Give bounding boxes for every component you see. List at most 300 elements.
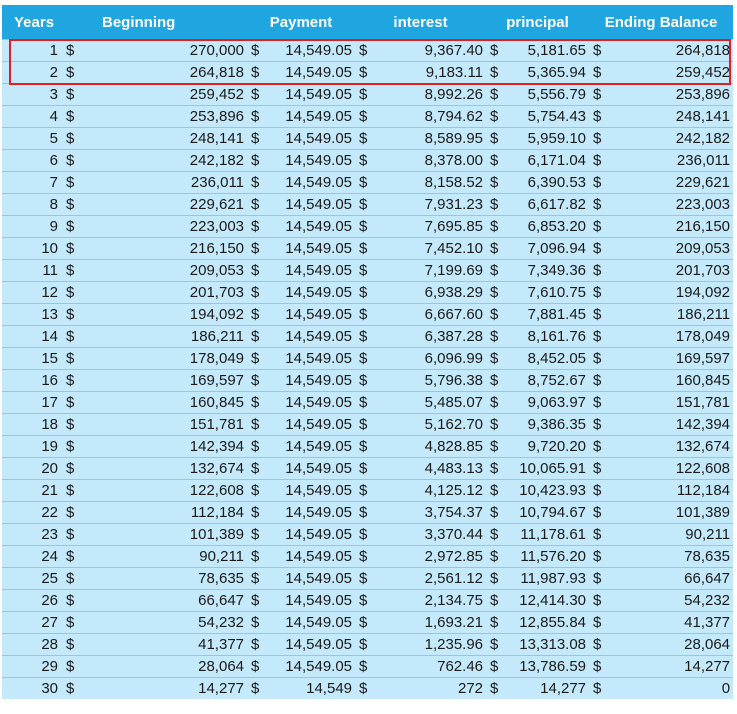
cell-principal[interactable]: 9,720.20 <box>506 436 589 458</box>
cell-year[interactable]: 2 <box>2 62 62 84</box>
cell-beginning[interactable]: 270,000 <box>82 40 247 62</box>
cell-currency[interactable]: $ <box>355 590 375 612</box>
cell-currency[interactable]: $ <box>62 392 82 414</box>
cell-currency[interactable]: $ <box>486 304 506 326</box>
cell-principal[interactable]: 9,386.35 <box>506 414 589 436</box>
cell-currency[interactable]: $ <box>486 634 506 656</box>
cell-principal[interactable]: 5,556.79 <box>506 84 589 106</box>
cell-currency[interactable]: $ <box>589 348 609 370</box>
cell-currency[interactable]: $ <box>486 524 506 546</box>
cell-currency[interactable]: $ <box>355 634 375 656</box>
cell-ending-balance[interactable]: 216,150 <box>609 216 733 238</box>
cell-interest[interactable]: 3,370.44 <box>375 524 486 546</box>
cell-year[interactable]: 27 <box>2 612 62 634</box>
cell-year[interactable]: 1 <box>2 40 62 62</box>
cell-ending-balance[interactable]: 90,211 <box>609 524 733 546</box>
cell-currency[interactable]: $ <box>247 502 267 524</box>
cell-currency[interactable]: $ <box>486 480 506 502</box>
cell-currency[interactable]: $ <box>62 194 82 216</box>
cell-currency[interactable]: $ <box>355 436 375 458</box>
cell-year[interactable]: 24 <box>2 546 62 568</box>
cell-payment[interactable]: 14,549.05 <box>267 414 355 436</box>
cell-year[interactable]: 14 <box>2 326 62 348</box>
cell-currency[interactable]: $ <box>486 84 506 106</box>
cell-ending-balance[interactable]: 194,092 <box>609 282 733 304</box>
cell-beginning[interactable]: 54,232 <box>82 612 247 634</box>
cell-currency[interactable]: $ <box>486 458 506 480</box>
cell-currency[interactable]: $ <box>486 194 506 216</box>
cell-currency[interactable]: $ <box>62 150 82 172</box>
cell-beginning[interactable]: 186,211 <box>82 326 247 348</box>
cell-payment[interactable]: 14,549.05 <box>267 194 355 216</box>
cell-currency[interactable]: $ <box>247 128 267 150</box>
cell-ending-balance[interactable]: 132,674 <box>609 436 733 458</box>
cell-ending-balance[interactable]: 169,597 <box>609 348 733 370</box>
cell-beginning[interactable]: 28,064 <box>82 656 247 678</box>
cell-currency[interactable]: $ <box>247 634 267 656</box>
cell-currency[interactable]: $ <box>355 304 375 326</box>
cell-interest[interactable]: 4,483.13 <box>375 458 486 480</box>
cell-year[interactable]: 29 <box>2 656 62 678</box>
cell-year[interactable]: 25 <box>2 568 62 590</box>
cell-currency[interactable]: $ <box>355 128 375 150</box>
cell-payment[interactable]: 14,549.05 <box>267 392 355 414</box>
cell-interest[interactable]: 6,938.29 <box>375 282 486 304</box>
cell-currency[interactable]: $ <box>247 238 267 260</box>
cell-principal[interactable]: 12,855.84 <box>506 612 589 634</box>
cell-currency[interactable]: $ <box>486 656 506 678</box>
cell-beginning[interactable]: 178,049 <box>82 348 247 370</box>
cell-currency[interactable]: $ <box>486 590 506 612</box>
cell-currency[interactable]: $ <box>486 414 506 436</box>
cell-currency[interactable]: $ <box>486 40 506 62</box>
cell-interest[interactable]: 8,589.95 <box>375 128 486 150</box>
cell-currency[interactable]: $ <box>589 524 609 546</box>
cell-principal[interactable]: 8,752.67 <box>506 370 589 392</box>
cell-currency[interactable]: $ <box>589 326 609 348</box>
cell-beginning[interactable]: 78,635 <box>82 568 247 590</box>
cell-currency[interactable]: $ <box>486 546 506 568</box>
cell-currency[interactable]: $ <box>589 392 609 414</box>
cell-currency[interactable]: $ <box>62 282 82 304</box>
cell-currency[interactable]: $ <box>589 260 609 282</box>
cell-principal[interactable]: 8,452.05 <box>506 348 589 370</box>
cell-currency[interactable]: $ <box>247 612 267 634</box>
cell-interest[interactable]: 6,387.28 <box>375 326 486 348</box>
cell-currency[interactable]: $ <box>247 84 267 106</box>
cell-currency[interactable]: $ <box>355 106 375 128</box>
cell-currency[interactable]: $ <box>247 40 267 62</box>
cell-currency[interactable]: $ <box>355 612 375 634</box>
cell-currency[interactable]: $ <box>589 612 609 634</box>
cell-beginning[interactable]: 132,674 <box>82 458 247 480</box>
cell-principal[interactable]: 7,349.36 <box>506 260 589 282</box>
cell-interest[interactable]: 8,158.52 <box>375 172 486 194</box>
cell-currency[interactable]: $ <box>247 458 267 480</box>
header-principal[interactable]: principal <box>486 5 589 40</box>
cell-currency[interactable]: $ <box>62 106 82 128</box>
cell-currency[interactable]: $ <box>486 260 506 282</box>
cell-currency[interactable]: $ <box>589 458 609 480</box>
cell-principal[interactable]: 10,794.67 <box>506 502 589 524</box>
cell-currency[interactable]: $ <box>247 524 267 546</box>
cell-payment[interactable]: 14,549.05 <box>267 260 355 282</box>
cell-ending-balance[interactable]: 223,003 <box>609 194 733 216</box>
cell-currency[interactable]: $ <box>247 150 267 172</box>
cell-payment[interactable]: 14,549.05 <box>267 84 355 106</box>
cell-currency[interactable]: $ <box>355 260 375 282</box>
cell-beginning[interactable]: 160,845 <box>82 392 247 414</box>
cell-currency[interactable]: $ <box>355 282 375 304</box>
cell-currency[interactable]: $ <box>62 216 82 238</box>
cell-currency[interactable]: $ <box>62 40 82 62</box>
header-payment[interactable]: Payment <box>247 5 355 40</box>
cell-currency[interactable]: $ <box>355 326 375 348</box>
cell-beginning[interactable]: 216,150 <box>82 238 247 260</box>
cell-currency[interactable]: $ <box>62 524 82 546</box>
cell-beginning[interactable]: 142,394 <box>82 436 247 458</box>
cell-currency[interactable]: $ <box>247 260 267 282</box>
cell-year[interactable]: 12 <box>2 282 62 304</box>
cell-currency[interactable]: $ <box>355 348 375 370</box>
cell-interest[interactable]: 9,183.11 <box>375 62 486 84</box>
cell-currency[interactable]: $ <box>589 238 609 260</box>
cell-principal[interactable]: 13,313.08 <box>506 634 589 656</box>
cell-currency[interactable]: $ <box>486 106 506 128</box>
cell-beginning[interactable]: 264,818 <box>82 62 247 84</box>
cell-beginning[interactable]: 122,608 <box>82 480 247 502</box>
cell-currency[interactable]: $ <box>62 414 82 436</box>
cell-currency[interactable]: $ <box>355 480 375 502</box>
cell-interest[interactable]: 2,134.75 <box>375 590 486 612</box>
cell-beginning[interactable]: 194,092 <box>82 304 247 326</box>
cell-year[interactable]: 26 <box>2 590 62 612</box>
cell-currency[interactable]: $ <box>247 282 267 304</box>
cell-currency[interactable]: $ <box>355 172 375 194</box>
cell-currency[interactable]: $ <box>62 238 82 260</box>
cell-currency[interactable]: $ <box>589 84 609 106</box>
header-beginning[interactable]: Beginning <box>62 5 247 40</box>
cell-payment[interactable]: 14,549.05 <box>267 656 355 678</box>
cell-interest[interactable]: 7,931.23 <box>375 194 486 216</box>
cell-principal[interactable]: 5,365.94 <box>506 62 589 84</box>
cell-currency[interactable]: $ <box>247 392 267 414</box>
cell-currency[interactable]: $ <box>589 678 609 700</box>
cell-ending-balance[interactable]: 151,781 <box>609 392 733 414</box>
cell-interest[interactable]: 1,693.21 <box>375 612 486 634</box>
cell-interest[interactable]: 1,235.96 <box>375 634 486 656</box>
cell-currency[interactable]: $ <box>247 172 267 194</box>
cell-interest[interactable]: 4,125.12 <box>375 480 486 502</box>
cell-interest[interactable]: 4,828.85 <box>375 436 486 458</box>
cell-interest[interactable]: 6,667.60 <box>375 304 486 326</box>
cell-currency[interactable]: $ <box>247 436 267 458</box>
cell-ending-balance[interactable]: 54,232 <box>609 590 733 612</box>
cell-currency[interactable]: $ <box>355 370 375 392</box>
cell-year[interactable]: 18 <box>2 414 62 436</box>
cell-year[interactable]: 23 <box>2 524 62 546</box>
cell-ending-balance[interactable]: 160,845 <box>609 370 733 392</box>
cell-currency[interactable]: $ <box>62 128 82 150</box>
cell-year[interactable]: 5 <box>2 128 62 150</box>
cell-ending-balance[interactable]: 122,608 <box>609 458 733 480</box>
cell-interest[interactable]: 6,096.99 <box>375 348 486 370</box>
cell-currency[interactable]: $ <box>247 62 267 84</box>
cell-currency[interactable]: $ <box>62 348 82 370</box>
cell-currency[interactable]: $ <box>62 590 82 612</box>
cell-ending-balance[interactable]: 248,141 <box>609 106 733 128</box>
cell-currency[interactable]: $ <box>62 546 82 568</box>
cell-payment[interactable]: 14,549.05 <box>267 436 355 458</box>
cell-beginning[interactable]: 248,141 <box>82 128 247 150</box>
cell-year[interactable]: 13 <box>2 304 62 326</box>
cell-currency[interactable]: $ <box>355 458 375 480</box>
cell-currency[interactable]: $ <box>247 568 267 590</box>
cell-payment[interactable]: 14,549.05 <box>267 150 355 172</box>
cell-year[interactable]: 4 <box>2 106 62 128</box>
cell-payment[interactable]: 14,549.05 <box>267 238 355 260</box>
cell-ending-balance[interactable]: 0 <box>609 678 733 700</box>
cell-interest[interactable]: 8,378.00 <box>375 150 486 172</box>
cell-currency[interactable]: $ <box>62 62 82 84</box>
cell-currency[interactable]: $ <box>589 106 609 128</box>
cell-ending-balance[interactable]: 186,211 <box>609 304 733 326</box>
cell-currency[interactable]: $ <box>247 546 267 568</box>
cell-payment[interactable]: 14,549.05 <box>267 480 355 502</box>
cell-year[interactable]: 15 <box>2 348 62 370</box>
cell-currency[interactable]: $ <box>247 106 267 128</box>
cell-beginning[interactable]: 14,277 <box>82 678 247 700</box>
cell-currency[interactable]: $ <box>589 304 609 326</box>
cell-interest[interactable]: 5,162.70 <box>375 414 486 436</box>
cell-beginning[interactable]: 112,184 <box>82 502 247 524</box>
cell-principal[interactable]: 8,161.76 <box>506 326 589 348</box>
cell-year[interactable]: 6 <box>2 150 62 172</box>
cell-currency[interactable]: $ <box>355 414 375 436</box>
cell-beginning[interactable]: 229,621 <box>82 194 247 216</box>
cell-ending-balance[interactable]: 264,818 <box>609 40 733 62</box>
cell-currency[interactable]: $ <box>589 568 609 590</box>
cell-payment[interactable]: 14,549 <box>267 678 355 700</box>
cell-payment[interactable]: 14,549.05 <box>267 568 355 590</box>
cell-currency[interactable]: $ <box>486 216 506 238</box>
cell-currency[interactable]: $ <box>486 612 506 634</box>
cell-currency[interactable]: $ <box>62 260 82 282</box>
cell-currency[interactable]: $ <box>486 128 506 150</box>
cell-year[interactable]: 17 <box>2 392 62 414</box>
cell-ending-balance[interactable]: 229,621 <box>609 172 733 194</box>
cell-ending-balance[interactable]: 112,184 <box>609 480 733 502</box>
cell-beginning[interactable]: 151,781 <box>82 414 247 436</box>
cell-payment[interactable]: 14,549.05 <box>267 546 355 568</box>
cell-year[interactable]: 30 <box>2 678 62 700</box>
cell-principal[interactable]: 6,171.04 <box>506 150 589 172</box>
cell-beginning[interactable]: 242,182 <box>82 150 247 172</box>
cell-principal[interactable]: 5,959.10 <box>506 128 589 150</box>
cell-principal[interactable]: 6,617.82 <box>506 194 589 216</box>
cell-payment[interactable]: 14,549.05 <box>267 590 355 612</box>
cell-currency[interactable]: $ <box>486 150 506 172</box>
cell-year[interactable]: 11 <box>2 260 62 282</box>
cell-ending-balance[interactable]: 253,896 <box>609 84 733 106</box>
cell-principal[interactable]: 10,423.93 <box>506 480 589 502</box>
cell-currency[interactable]: $ <box>355 40 375 62</box>
cell-currency[interactable]: $ <box>355 62 375 84</box>
cell-payment[interactable]: 14,549.05 <box>267 304 355 326</box>
cell-ending-balance[interactable]: 41,377 <box>609 612 733 634</box>
cell-currency[interactable]: $ <box>355 656 375 678</box>
header-ending-balance[interactable]: Ending Balance <box>589 5 733 40</box>
cell-currency[interactable]: $ <box>62 480 82 502</box>
cell-payment[interactable]: 14,549.05 <box>267 370 355 392</box>
cell-ending-balance[interactable]: 259,452 <box>609 62 733 84</box>
cell-payment[interactable]: 14,549.05 <box>267 128 355 150</box>
cell-interest[interactable]: 2,972.85 <box>375 546 486 568</box>
cell-ending-balance[interactable]: 101,389 <box>609 502 733 524</box>
cell-year[interactable]: 22 <box>2 502 62 524</box>
cell-currency[interactable]: $ <box>62 678 82 700</box>
cell-currency[interactable]: $ <box>486 370 506 392</box>
cell-ending-balance[interactable]: 201,703 <box>609 260 733 282</box>
cell-interest[interactable]: 272 <box>375 678 486 700</box>
cell-principal[interactable]: 6,390.53 <box>506 172 589 194</box>
cell-currency[interactable]: $ <box>355 238 375 260</box>
cell-currency[interactable]: $ <box>62 612 82 634</box>
cell-interest[interactable]: 5,485.07 <box>375 392 486 414</box>
cell-currency[interactable]: $ <box>589 414 609 436</box>
cell-principal[interactable]: 6,853.20 <box>506 216 589 238</box>
cell-currency[interactable]: $ <box>62 436 82 458</box>
cell-beginning[interactable]: 101,389 <box>82 524 247 546</box>
cell-beginning[interactable]: 253,896 <box>82 106 247 128</box>
cell-ending-balance[interactable]: 209,053 <box>609 238 733 260</box>
cell-currency[interactable]: $ <box>589 282 609 304</box>
cell-currency[interactable]: $ <box>355 216 375 238</box>
cell-ending-balance[interactable]: 242,182 <box>609 128 733 150</box>
cell-year[interactable]: 16 <box>2 370 62 392</box>
cell-currency[interactable]: $ <box>486 282 506 304</box>
cell-year[interactable]: 8 <box>2 194 62 216</box>
cell-interest[interactable]: 2,561.12 <box>375 568 486 590</box>
cell-year[interactable]: 9 <box>2 216 62 238</box>
cell-payment[interactable]: 14,549.05 <box>267 458 355 480</box>
cell-payment[interactable]: 14,549.05 <box>267 106 355 128</box>
cell-currency[interactable]: $ <box>355 84 375 106</box>
cell-currency[interactable]: $ <box>62 656 82 678</box>
cell-currency[interactable]: $ <box>486 326 506 348</box>
cell-interest[interactable]: 8,794.62 <box>375 106 486 128</box>
cell-currency[interactable]: $ <box>486 392 506 414</box>
cell-currency[interactable]: $ <box>486 62 506 84</box>
cell-principal[interactable]: 13,786.59 <box>506 656 589 678</box>
cell-currency[interactable]: $ <box>247 678 267 700</box>
cell-beginning[interactable]: 201,703 <box>82 282 247 304</box>
cell-currency[interactable]: $ <box>486 172 506 194</box>
cell-currency[interactable]: $ <box>589 502 609 524</box>
cell-year[interactable]: 19 <box>2 436 62 458</box>
cell-currency[interactable]: $ <box>589 436 609 458</box>
cell-currency[interactable]: $ <box>589 172 609 194</box>
cell-payment[interactable]: 14,549.05 <box>267 326 355 348</box>
cell-currency[interactable]: $ <box>355 392 375 414</box>
cell-currency[interactable]: $ <box>247 370 267 392</box>
cell-beginning[interactable]: 223,003 <box>82 216 247 238</box>
cell-principal[interactable]: 12,414.30 <box>506 590 589 612</box>
cell-payment[interactable]: 14,549.05 <box>267 502 355 524</box>
cell-currency[interactable]: $ <box>589 370 609 392</box>
cell-currency[interactable]: $ <box>62 304 82 326</box>
cell-currency[interactable]: $ <box>62 568 82 590</box>
cell-currency[interactable]: $ <box>247 304 267 326</box>
cell-ending-balance[interactable]: 236,011 <box>609 150 733 172</box>
cell-currency[interactable]: $ <box>247 348 267 370</box>
cell-ending-balance[interactable]: 66,647 <box>609 568 733 590</box>
cell-interest[interactable]: 3,754.37 <box>375 502 486 524</box>
cell-payment[interactable]: 14,549.05 <box>267 282 355 304</box>
cell-payment[interactable]: 14,549.05 <box>267 62 355 84</box>
cell-ending-balance[interactable]: 178,049 <box>609 326 733 348</box>
cell-interest[interactable]: 7,199.69 <box>375 260 486 282</box>
cell-beginning[interactable]: 209,053 <box>82 260 247 282</box>
cell-principal[interactable]: 11,576.20 <box>506 546 589 568</box>
cell-currency[interactable]: $ <box>247 194 267 216</box>
cell-currency[interactable]: $ <box>589 128 609 150</box>
cell-currency[interactable]: $ <box>589 150 609 172</box>
cell-currency[interactable]: $ <box>355 194 375 216</box>
cell-currency[interactable]: $ <box>589 40 609 62</box>
cell-principal[interactable]: 11,178.61 <box>506 524 589 546</box>
cell-currency[interactable]: $ <box>589 590 609 612</box>
cell-currency[interactable]: $ <box>486 678 506 700</box>
cell-beginning[interactable]: 169,597 <box>82 370 247 392</box>
cell-currency[interactable]: $ <box>247 326 267 348</box>
cell-currency[interactable]: $ <box>62 370 82 392</box>
cell-currency[interactable]: $ <box>486 502 506 524</box>
cell-currency[interactable]: $ <box>355 678 375 700</box>
cell-year[interactable]: 21 <box>2 480 62 502</box>
cell-beginning[interactable]: 259,452 <box>82 84 247 106</box>
cell-payment[interactable]: 14,549.05 <box>267 612 355 634</box>
header-interest[interactable]: interest <box>355 5 486 40</box>
cell-currency[interactable]: $ <box>355 502 375 524</box>
cell-currency[interactable]: $ <box>62 326 82 348</box>
cell-currency[interactable]: $ <box>247 414 267 436</box>
cell-currency[interactable]: $ <box>589 62 609 84</box>
cell-currency[interactable]: $ <box>355 524 375 546</box>
cell-currency[interactable]: $ <box>589 546 609 568</box>
cell-payment[interactable]: 14,549.05 <box>267 524 355 546</box>
cell-year[interactable]: 3 <box>2 84 62 106</box>
cell-currency[interactable]: $ <box>62 172 82 194</box>
cell-currency[interactable]: $ <box>247 216 267 238</box>
cell-ending-balance[interactable]: 14,277 <box>609 656 733 678</box>
cell-currency[interactable]: $ <box>62 634 82 656</box>
cell-principal[interactable]: 14,277 <box>506 678 589 700</box>
cell-currency[interactable]: $ <box>589 656 609 678</box>
cell-interest[interactable]: 5,796.38 <box>375 370 486 392</box>
cell-principal[interactable]: 7,881.45 <box>506 304 589 326</box>
cell-principal[interactable]: 5,754.43 <box>506 106 589 128</box>
cell-currency[interactable]: $ <box>247 656 267 678</box>
cell-currency[interactable]: $ <box>589 634 609 656</box>
cell-currency[interactable]: $ <box>355 568 375 590</box>
cell-currency[interactable]: $ <box>247 480 267 502</box>
cell-principal[interactable]: 5,181.65 <box>506 40 589 62</box>
cell-currency[interactable]: $ <box>589 194 609 216</box>
header-years[interactable]: Years <box>2 5 62 40</box>
cell-currency[interactable]: $ <box>247 590 267 612</box>
cell-ending-balance[interactable]: 142,394 <box>609 414 733 436</box>
